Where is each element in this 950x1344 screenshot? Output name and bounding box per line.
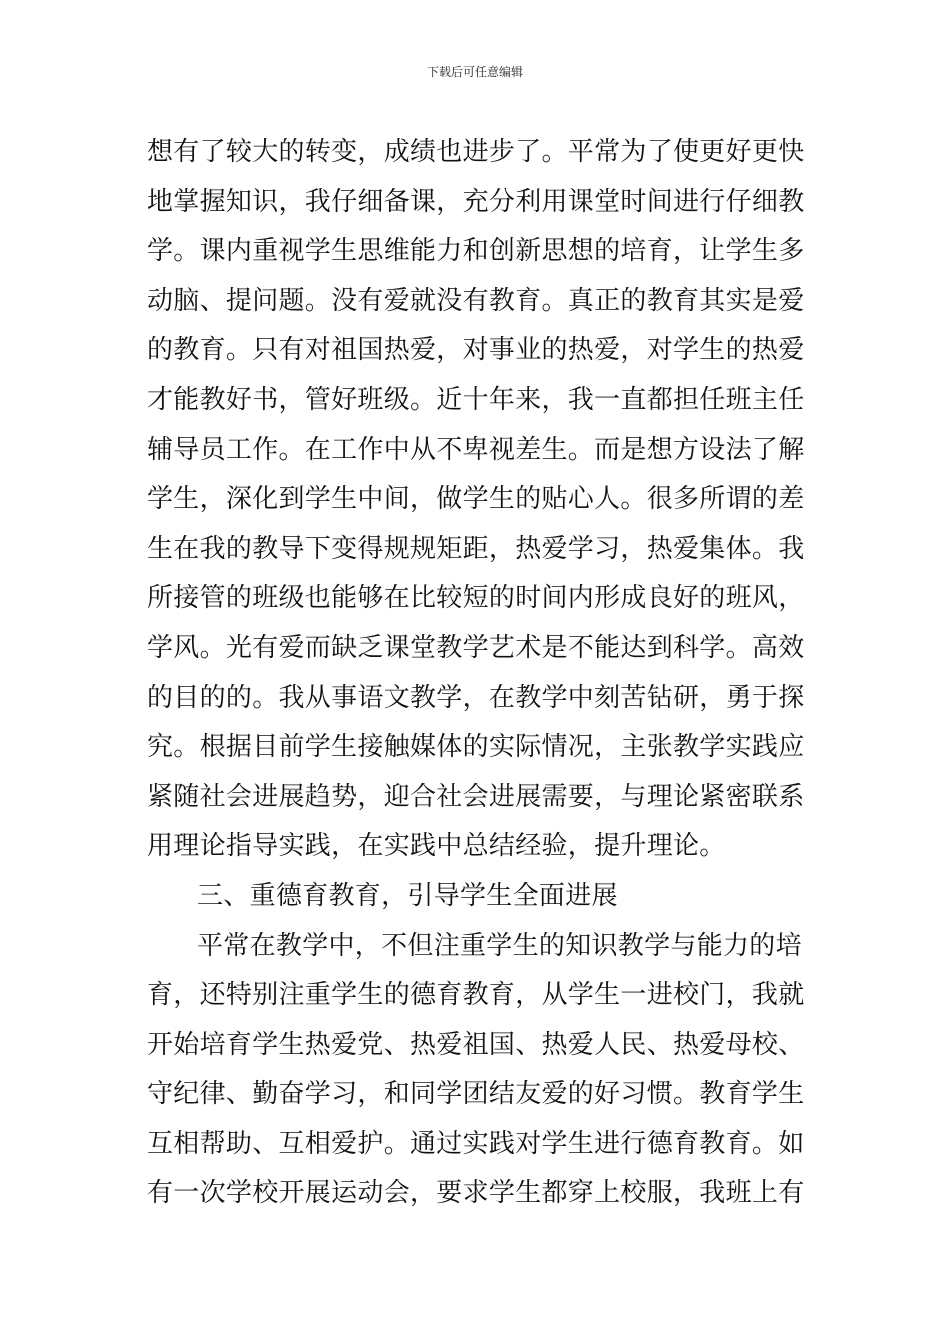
text-line: 学风。光有爱而缺乏课堂教学艺术是不能达到科学。高效 bbox=[147, 632, 805, 663]
document-body bbox=[147, 128, 827, 1219]
text-line: 究。根据目前学生接触媒体的实际情况，主张教学实践应 bbox=[147, 732, 805, 763]
text-line: 学生，深化到学生中间，做学生的贴心人。很多所谓的差 bbox=[147, 484, 805, 515]
text-line: 守纪律、勤奋学习，和同学团结友爱的好习惯。教育学生 bbox=[147, 1079, 805, 1110]
page-header-note: 下载后可任意编辑 bbox=[426, 65, 523, 79]
paragraph-first-line: 平常在教学中，不但注重学生的知识教学与能力的培 bbox=[197, 930, 802, 961]
text-line: 生在我的教导下变得规规矩距，热爱学习，热爱集体。我 bbox=[147, 533, 805, 564]
text-line: 想有了较大的转变，成绩也进步了。平常为了使更好更快 bbox=[147, 137, 805, 167]
text-line: 有一次学校开展运动会，要求学生都穿上校服，我班上有 bbox=[147, 1178, 805, 1209]
text-line: 用理论指导实践，在实践中总结经验，提升理论。 bbox=[147, 831, 726, 862]
section-heading: 三、重德育教育，引导学生全面进展 bbox=[197, 880, 618, 911]
text-line: 地掌握知识，我仔细备课，充分利用课堂时间进行仔细教 bbox=[147, 186, 805, 217]
text-line: 才能教好书，管好班级。近十年来，我一直都担任班主任 bbox=[147, 384, 805, 415]
text-line: 学。课内重视学生思维能力和创新思想的培育，让学生多 bbox=[147, 236, 805, 267]
text-line: 育，还特别注重学生的德育教育，从学生一进校门，我就 bbox=[147, 980, 805, 1011]
text-line: 辅导员工作。在工作中从不卑视差生。而是想方设法了解 bbox=[147, 434, 805, 465]
text-line: 紧随社会进展趋势，迎合社会进展需要，与理论紧密联系 bbox=[147, 781, 805, 812]
text-line: 的教育。只有对祖国热爱，对事业的热爱，对学生的热爱 bbox=[147, 335, 805, 366]
text-line: 互相帮助、互相爱护。通过实践对学生进行德育教育。如 bbox=[147, 1128, 805, 1159]
text-line: 动脑、提问题。没有爱就没有教育。真正的教育其实是爱 bbox=[147, 285, 805, 316]
text-line: 开始培育学生热爱党、热爱祖国、热爱人民、热爱母校、 bbox=[147, 1029, 805, 1060]
text-line: 的目的的。我从事语文教学，在教学中刻苦钻研，勇于探 bbox=[147, 682, 805, 713]
text-line: 所接管的班级也能够在比较短的时间内形成良好的班风， bbox=[147, 583, 805, 614]
